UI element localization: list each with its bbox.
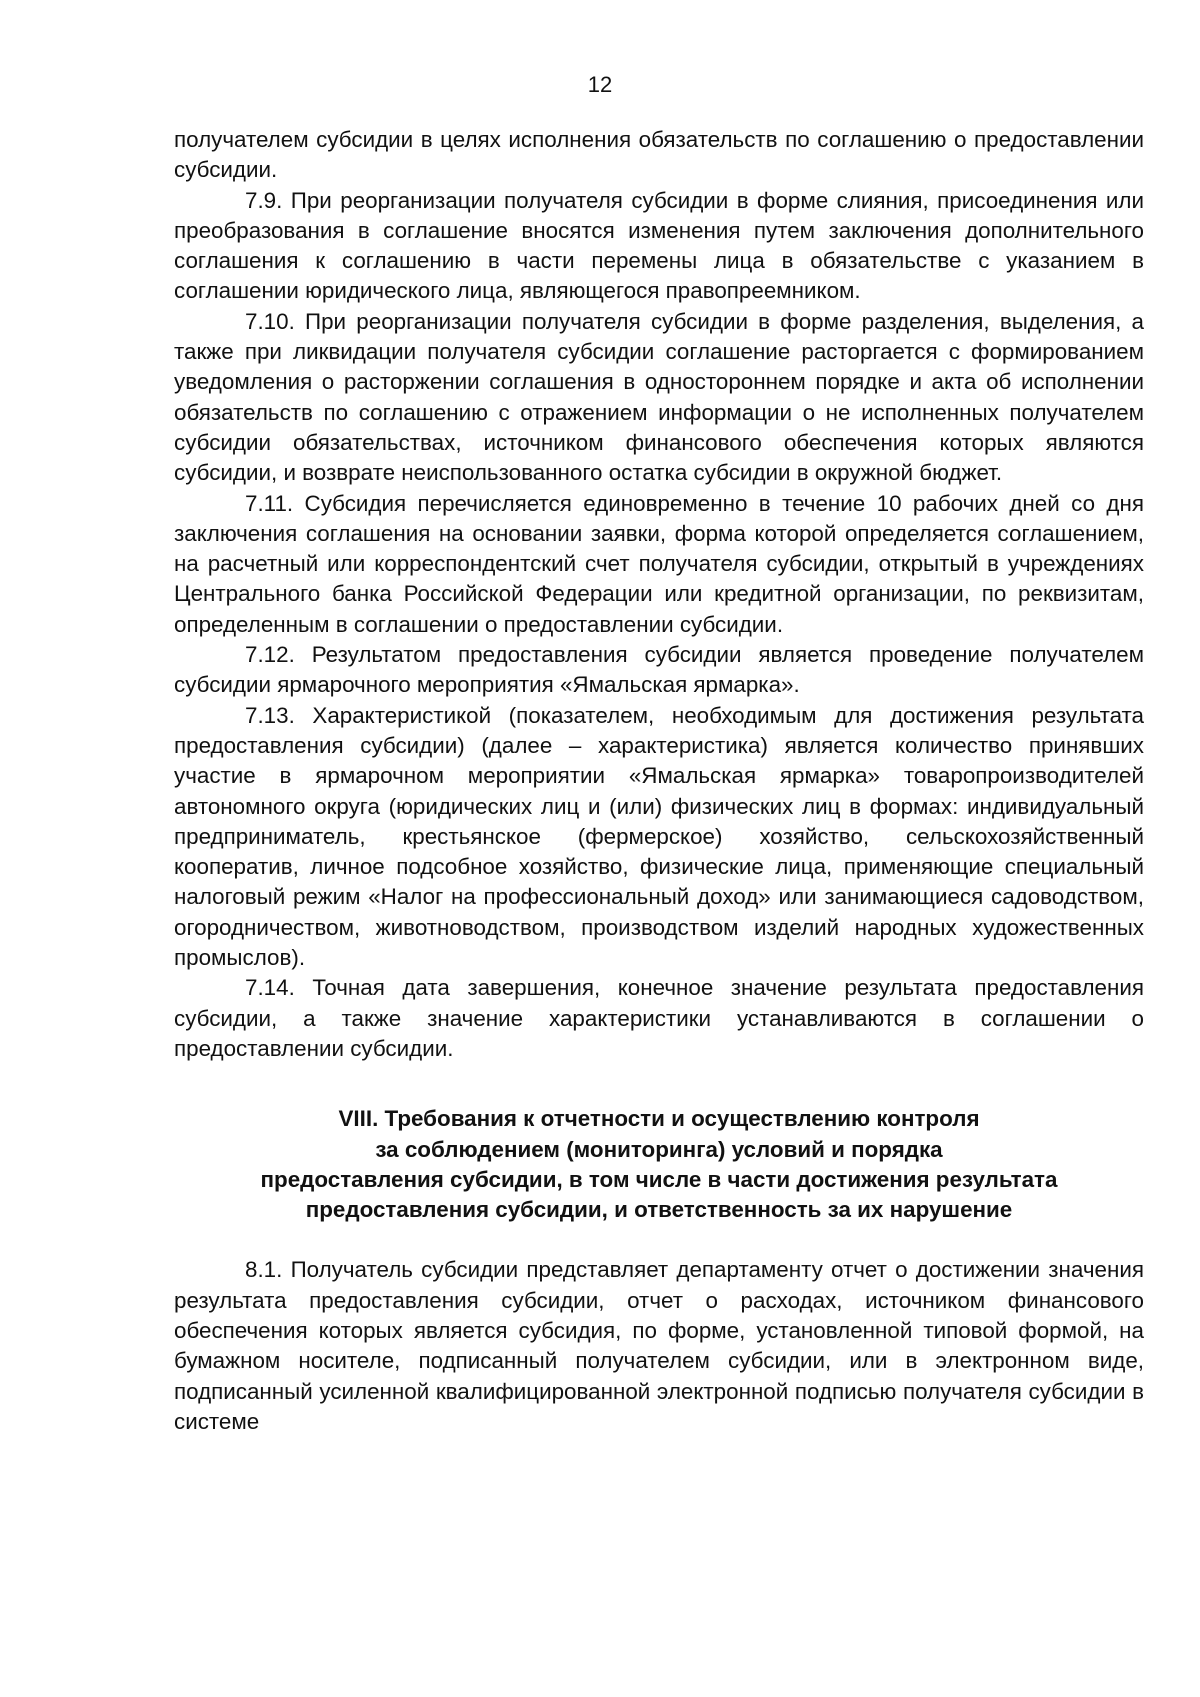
section-heading [174, 1104, 1144, 1225]
paragraph-continuation: получателем субсидии в целях исполнения обязательств по соглашению о предоставлении субсидии. [174, 127, 1144, 183]
paragraph-7-12: 7.12. Результатом предоставления субсидии является проведение получателем субсидии ярмарочного мероприятия «Ямальская ярмарка». [174, 642, 1144, 698]
document-body [174, 125, 1144, 1437]
paragraph-7-10: 7.10. При реорганизации получателя субсидии в форме разделения, выделения, а также при ликвидации получателя субсидии соглашение расторгается с формированием уведомления о расторжении соглашения в одностороннем порядке и акта об исполнении обязательств по соглашению с отражением информации о не исполненных получателем субсидии обязательствах, источником финансового обеспечения которых являются субсидии, и возврате неиспользованного остатка субсидии в окружной бюджет. [174, 308, 1144, 486]
section-heading-line: предоставления субсидии, и ответственность за их нарушение [305, 1197, 1013, 1223]
section-heading-line: предоставления субсидии, в том числе в части достижения результата [260, 1166, 1058, 1192]
section-heading-line: за соблюдением (мониторинга) условий и порядка [375, 1136, 943, 1162]
paragraph-8-1: 8.1. Получатель субсидии представляет департаменту отчет о достижении значения результата предоставления субсидии, отчет о расходах, источником финансового обеспечения которых является субсидия, по форме, установленной типовой формой, на бумажном носителе, подписанный получателем субсидии, или в электронном виде, подписанный усиленной квалифицированной электронной подписью получателя субсидии в системе [174, 1257, 1144, 1434]
paragraph-7-11: 7.11. Субсидия перечисляется единовременно в течение 10 рабочих дней со дня заключения соглашения на основании заявки, форма которой определяется соглашением, на расчетный или корреспондентский счет получателя субсидии, открытый в учреждениях Центрального банка Российской Федерации или кредитной организации, по реквизитам, определенным в соглашении о предоставлении субсидии. [174, 490, 1144, 637]
paragraph-7-9: 7.9. При реорганизации получателя субсидии в форме слияния, присоединения или преобразования в соглашение вносятся изменения путем заключения дополнительного соглашения к соглашению в части перемены лица в обязательстве с указанием в соглашении юридического лица, являющегося правопреемником. [174, 187, 1144, 304]
page-number: 12 [587, 72, 613, 97]
section-heading-line: VIII. Требования к отчетности и осуществлению контроля [338, 1106, 980, 1132]
paragraph-7-13: 7.13. Характеристикой (показателем, необходимым для достижения результата предоставления субсидии) (далее – характеристика) является количество принявших участие в ярмарочном мероприятии «Ямальская ярмарка» товаропроизводителей автономного округа (юридических лиц и (или) физических лиц в формах: индивидуальный предприниматель, крестьянское (фермерское) хозяйство, сельскохозяйственный кооператив, личное подсобное хозяйство, физические лица, применяющие специальный налоговый режим «Налог на профессиональный доход» или занимающиеся садоводством, огородничеством, животноводством, производством изделий народных художественных промыслов). [174, 702, 1144, 971]
paragraph-7-14: 7.14. Точная дата завершения, конечное значение результата предоставления субсидии, а также значение характеристики устанавливаются в соглашении о предоставлении субсидии. [174, 975, 1144, 1061]
